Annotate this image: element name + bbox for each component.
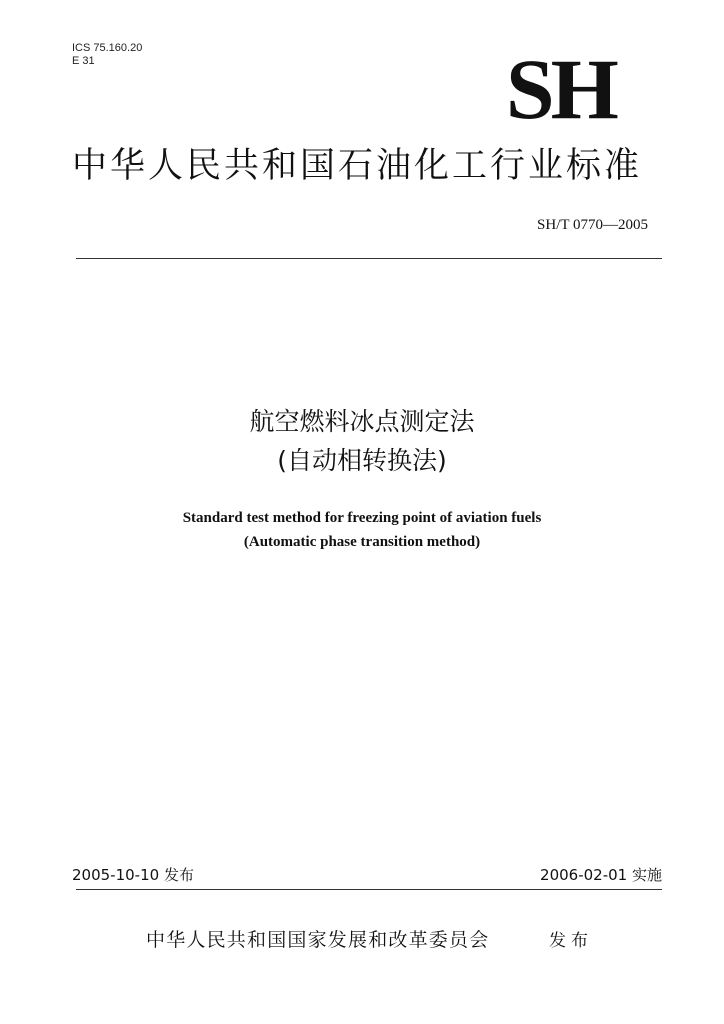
standard-number: SH/T 0770—2005 [537,217,648,233]
release-date: 2005-10-10 发布 [72,866,194,884]
org-title: 中华人民共和国石油化工行业标准 [72,146,643,186]
ccs-code: E 31 [72,55,95,67]
issue-label: 发布 [549,931,593,951]
issuing-authority: 中华人民共和国国家发展和改革委员会 [146,929,490,951]
chinese-title-line1: 航空燃料冰点测定法 [249,407,475,436]
ics-code: ICS 75.160.20 [72,42,143,54]
chinese-title-line2: (自动相转换法) [277,446,447,475]
top-divider [76,258,662,259]
english-title-line2: (Automatic phase transition method) [243,534,481,550]
bottom-divider [76,889,662,890]
classification-codes [72,42,142,68]
implementation-date: 2006-02-01 实施 [540,866,662,884]
english-title-line1: Standard test method for freezing point of aviation fuels [182,510,542,526]
sh-logo: SH [506,41,616,137]
